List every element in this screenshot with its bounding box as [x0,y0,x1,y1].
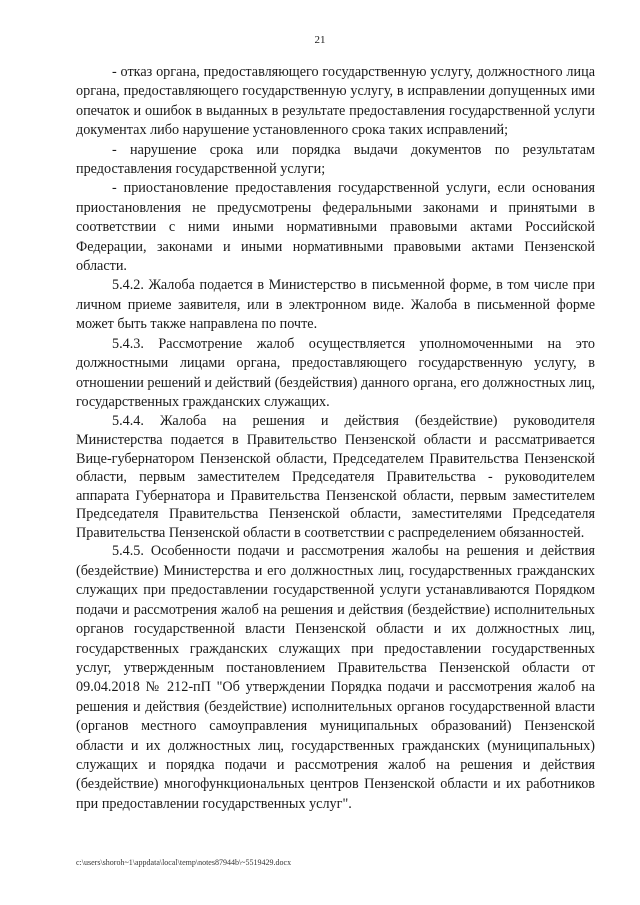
paragraph-refusal-corrections: - отказ органа, предоставляющего государственную услугу, должностного лица органа, предоставляющего государственную услугу, в исправлении допущенных ими опечаток и ошибок в выданных в результате предоставления государственной услуги документах либо нарушение установленного срока таких исправлений; [76,64,595,139]
document-body [76,63,595,814]
paragraph-5-4-4: 5.4.4. Жалоба на решения и действия (бездействие) руководителя Министерства подается в Правительство Пензенской области и рассматривается Вице-губернатором Пензенской области, Председателем Правительства Пензенской области, первым заместителем Председателя Правительства - руководителем аппарата Губернатора и Правительства Пензенской области, первым заместителем Председателя Правительства Пензенской области, заместителями Председателя Правительства Пензенской области в соответствии с распределением обязанностей. [76,413,595,541]
paragraph-5-4-3: 5.4.3. Рассмотрение жалоб осуществляется уполномоченными на это должностными лицами органа, предоставляющего государственную услугу, в отношении решений и действий (бездействия) данного органа, его должностных лиц, государственных гражданских служащих. [76,335,595,410]
paragraph-suspension: - приостановление предоставления государственной услуги, если основания приостановления не предусмотрены федеральными законами и принятыми в соответствии с ними иными нормативными правовыми актами Российской Федерации, законами и иными нормативными правовыми актами Пензенской области. [76,180,595,275]
footer-file-path: c:\users\shoroh~1\appdata\local\temp\notes87944b\~5519429.docx [76,858,292,867]
paragraph-issue-deadline: - нарушение срока или порядка выдачи документов по результатам предоставления государственной услуги; [76,141,595,178]
paragraph-5-4-2: 5.4.2. Жалоба подается в Министерство в письменной форме, в том числе при личном приеме заявителя, или в электронном виде. Жалоба в письменной форме может быть также направлена по почте. [76,277,595,333]
page-number: 21 [314,34,326,46]
paragraph-5-4-5: 5.4.5. Особенности подачи и рассмотрения жалобы на решения и действия (бездействие) Министерства и его должностных лиц, государственных гражданских служащих при предоставлении государственной услуги устанавливаются Порядком подачи и рассмотрения жалоб на решения и действия (бездействие) исполнительных органов государственной власти Пензенской области и их должностных лиц, государственных гражданских служащих при предоставлении государственных услуг, утвержденным постановлением Правительства Пензенской области от 09.04.2018 № 212-пП "Об утверждении Порядка подачи и рассмотрения жалоб на решения и действия (бездействие) исполнительных органов государственной власти (органов местного самоуправления муниципальных образований) Пензенской области и их должностных лиц, государственных гражданских (муниципальных) служащих и порядка подачи и рассмотрения жалоб на решения и действия (бездействие) многофункциональных центров Пензенской области и их работников при предоставлении государственных услуг". [76,543,595,812]
